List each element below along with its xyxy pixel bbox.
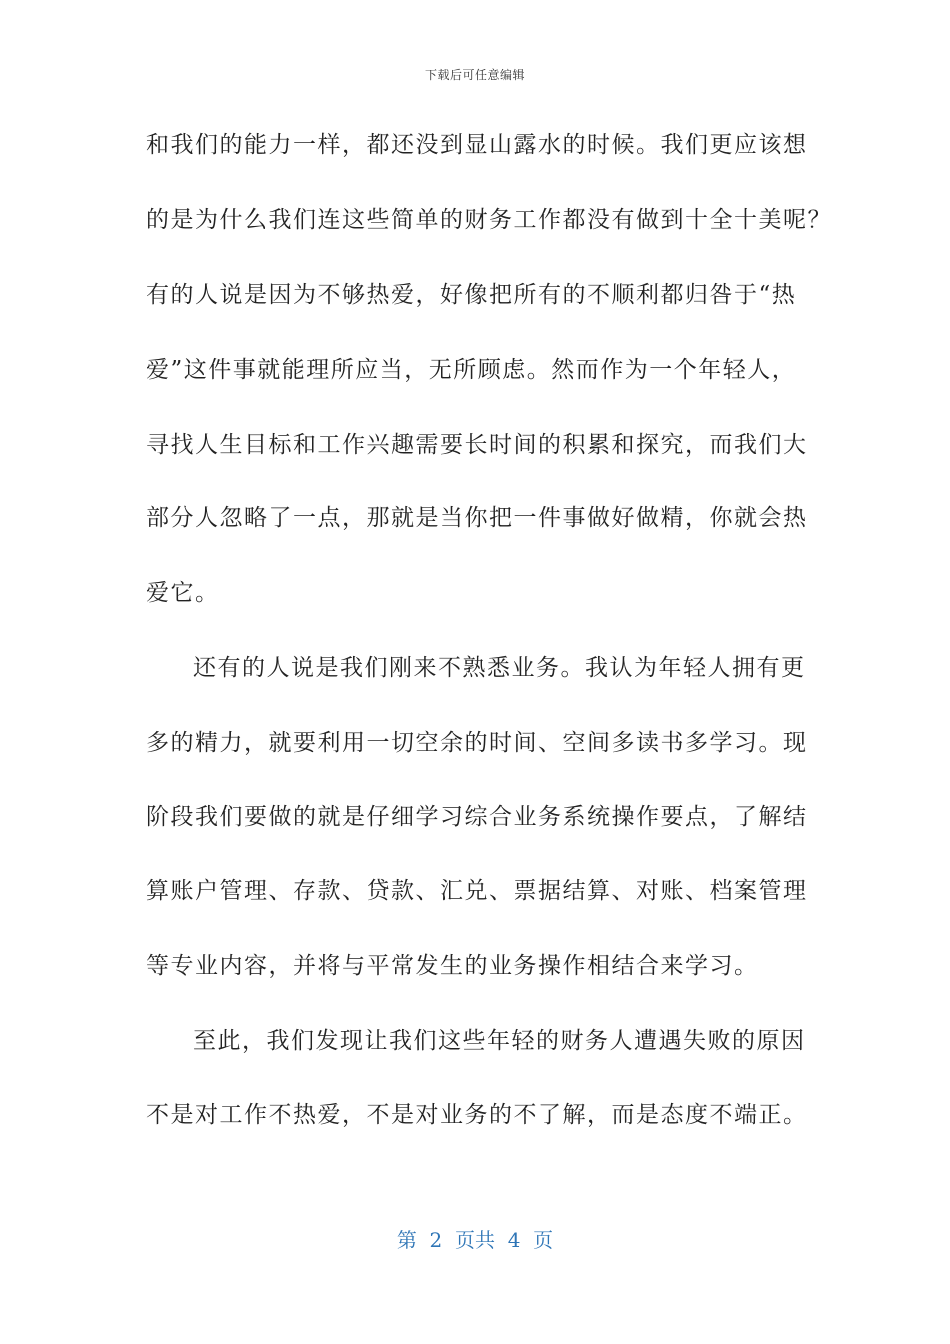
- body-line-3: 有的人说是因为不够热爱，好像把所有的不顺利都归咎于“热: [146, 282, 797, 308]
- body-line-2: 的是为什么我们连这些简单的财务工作都没有做到十全十美呢？: [146, 207, 832, 233]
- body-line-7: 爱它。: [146, 580, 220, 606]
- body-line-9: 多的精力，就要利用一切空余的时间、空间多读书多学习。现: [146, 730, 808, 756]
- body-line-11: 算账户管理、存款、贷款、汇兑、票据结算、对账、档案管理: [146, 878, 808, 904]
- body-line-13: 至此，我们发现让我们这些年轻的财务人遭遇失败的原因: [193, 1028, 806, 1054]
- body-line-6: 部分人忽略了一点，那就是当你把一件事做好做精，你就会热: [146, 505, 808, 531]
- body-line-4: 爱”这件事就能理所应当，无所顾虑。然而作为一个年轻人，: [146, 357, 797, 383]
- body-line-10: 阶段我们要做的就是仔细学习综合业务系统操作要点，了解结: [146, 804, 808, 830]
- body-line-1: 和我们的能力一样，都还没到显山露水的时候。我们更应该想: [146, 132, 808, 158]
- body-line-12: 等专业内容，并将与平常发生的业务操作相结合来学习。: [146, 953, 759, 979]
- header-note: 下载后可任意编辑: [424, 68, 525, 82]
- body-line-5: 寻找人生目标和工作兴趣需要长时间的积累和探究，而我们大: [146, 432, 808, 458]
- page-number-footer: 第 2 页共 4 页: [396, 1228, 554, 1252]
- body-line-14: 不是对工作不热爱，不是对业务的不了解，而是态度不端正。: [146, 1102, 808, 1128]
- body-line-8: 还有的人说是我们刚来不熟悉业务。我认为年轻人拥有更: [193, 655, 806, 681]
